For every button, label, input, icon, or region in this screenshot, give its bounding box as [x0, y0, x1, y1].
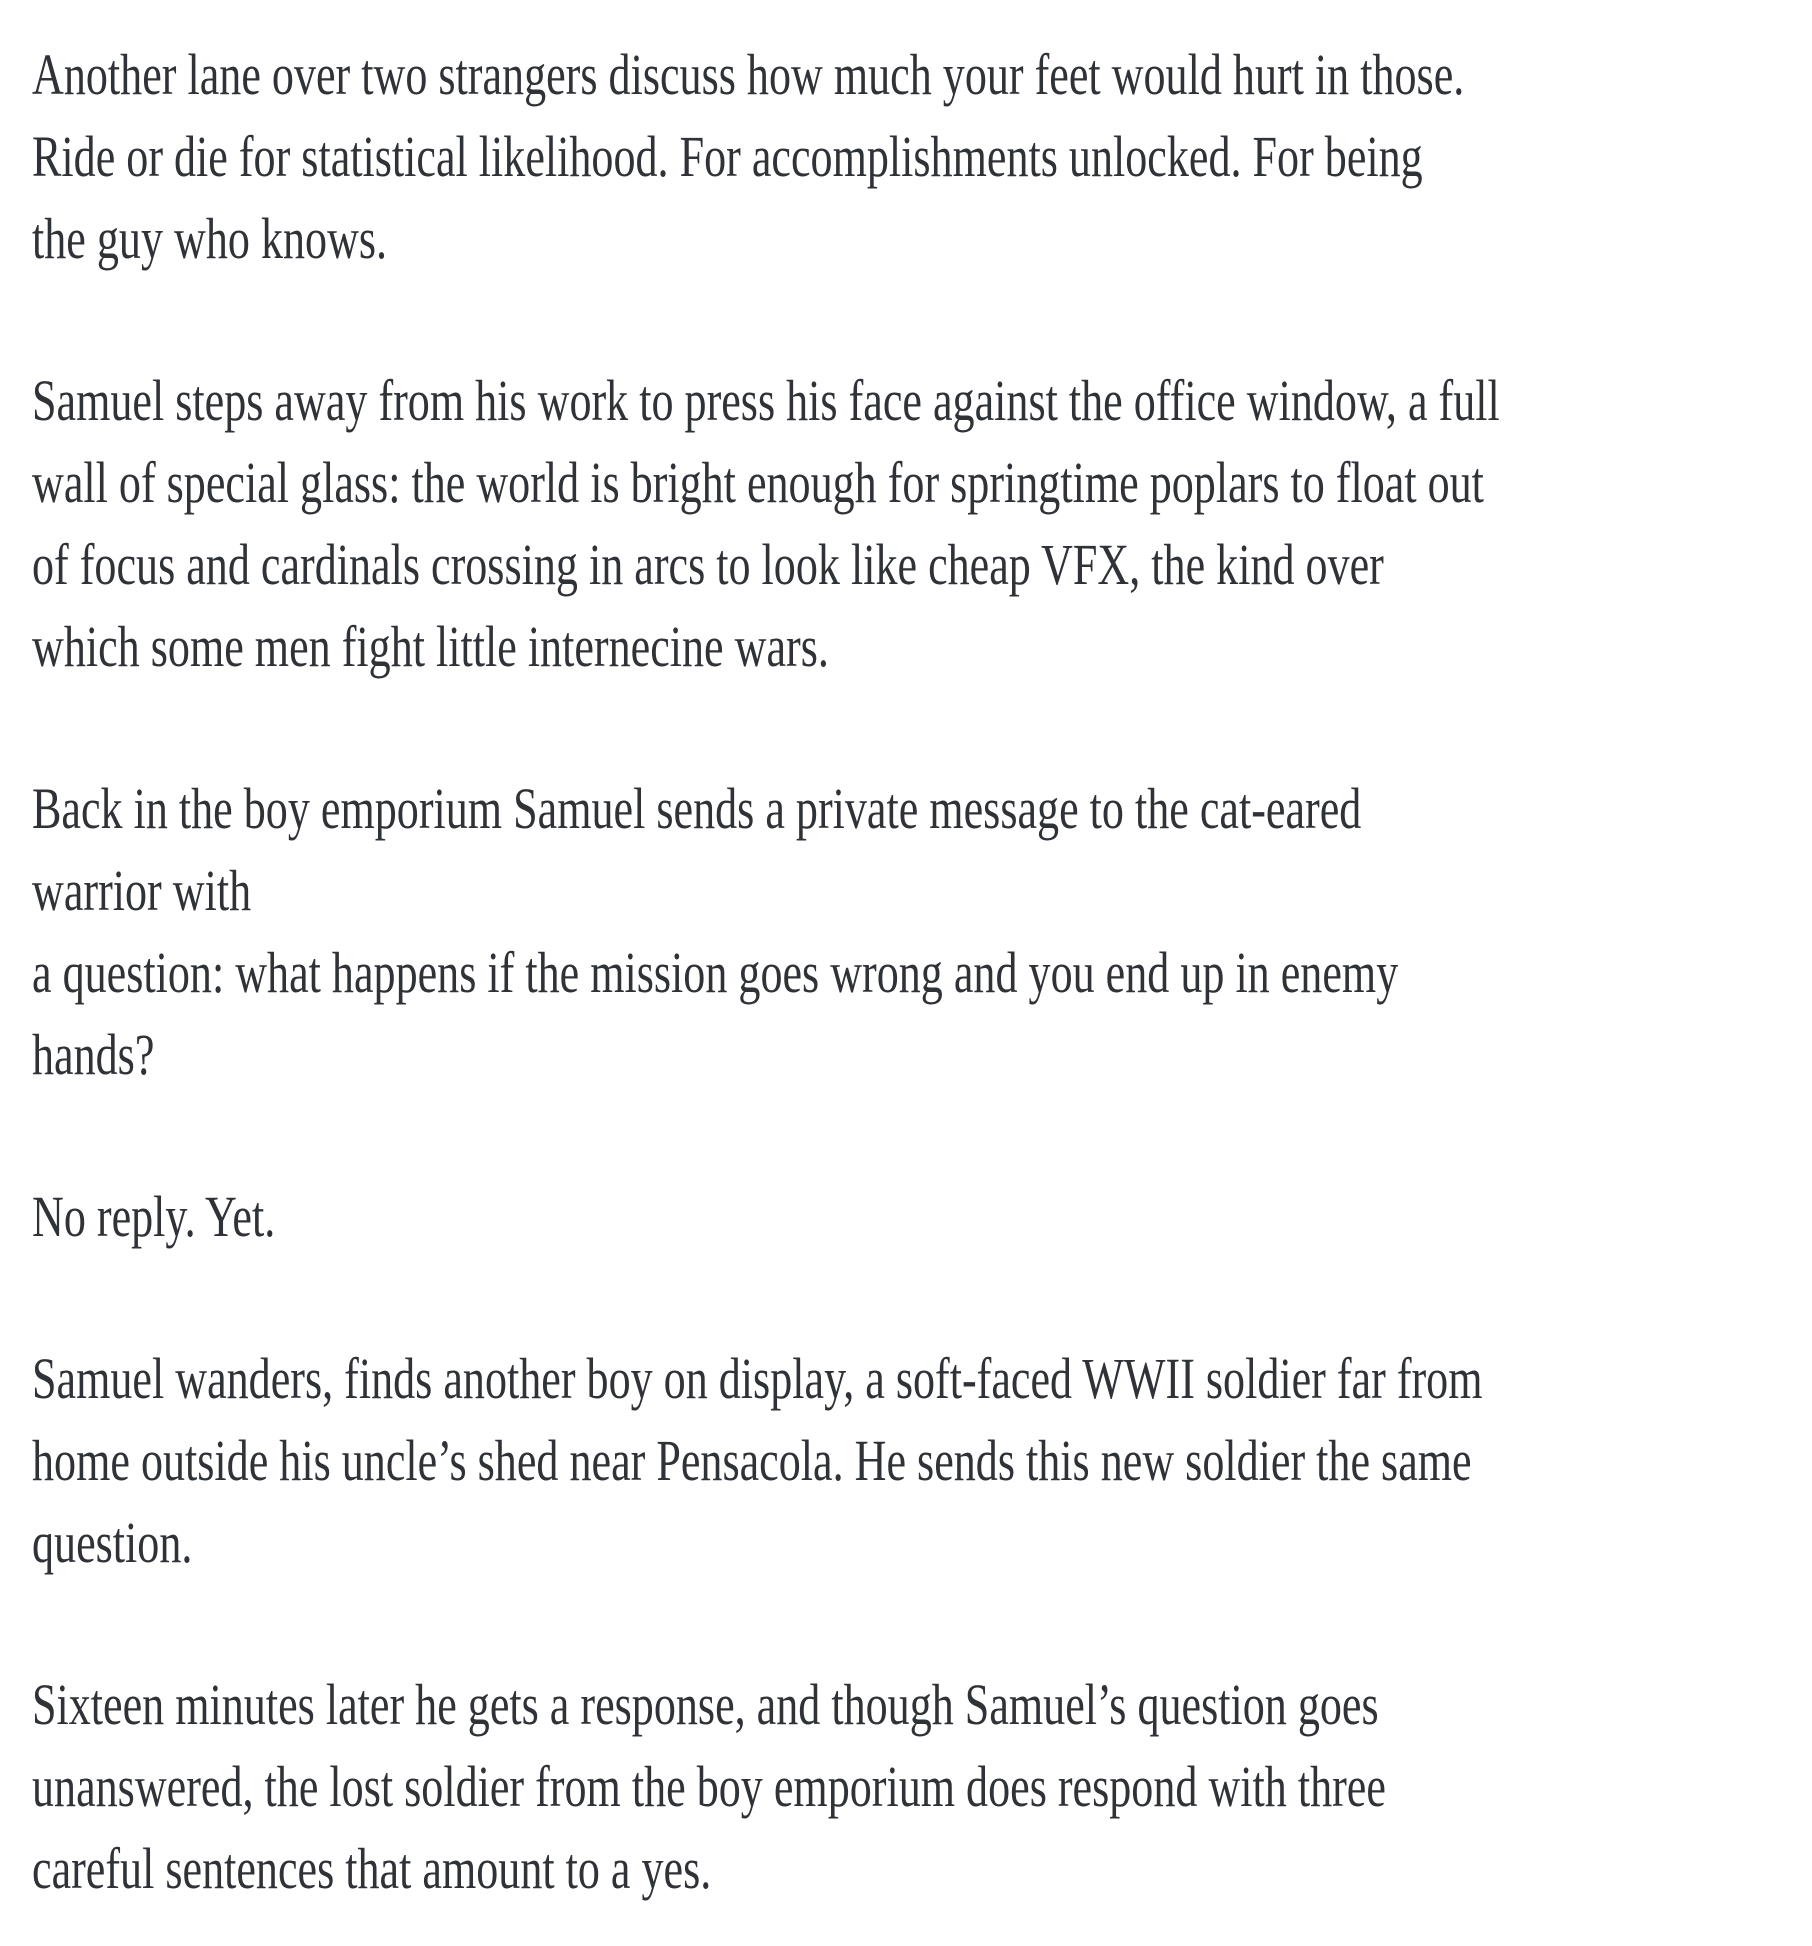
text-line: a question: what happens if the mission goes wrong and you end up in enemy: [32, 940, 1399, 1005]
text-line: of focus and cardinals crossing in arcs to look like cheap VFX, the kind over: [32, 532, 1384, 597]
text-line: careful sentences that amount to a yes.: [32, 1836, 712, 1901]
text-line: Ride or die for statistical likelihood. For accomplishments unlocked. For being: [32, 124, 1423, 189]
text-line: question.: [32, 1510, 193, 1575]
paragraph: [32, 1176, 1782, 1258]
paragraph: [32, 360, 1782, 688]
paragraph: [32, 1664, 1782, 1910]
text-line: No reply. Yet.: [32, 1184, 276, 1249]
text-line: hands?: [32, 1022, 155, 1087]
paragraph: [32, 34, 1782, 280]
text-line: which some men fight little internecine wars.: [32, 614, 829, 679]
text-line: Samuel wanders, finds another boy on display, a soft-faced WWII soldier far from: [32, 1346, 1483, 1411]
text-line: wall of special glass: the world is bright enough for springtime poplars to float out: [32, 450, 1484, 515]
text-line: Sixteen minutes later he gets a response, and though Samuel’s question goes: [32, 1672, 1379, 1737]
text-line: the guy who knows.: [32, 206, 388, 271]
text-line: unanswered, the lost soldier from the boy emporium does respond with three: [32, 1754, 1386, 1819]
paragraph: [32, 1338, 1782, 1584]
text-line: Samuel steps away from his work to press his face against the office window, a full: [32, 368, 1500, 433]
paragraph: [32, 768, 1782, 1096]
text-line: home outside his uncle’s shed near Pensacola. He sends this new soldier the same: [32, 1428, 1472, 1493]
text-line: Back in the boy emporium Samuel sends a private message to the cat-eared: [32, 776, 1362, 841]
text-line: warrior with: [32, 858, 252, 923]
text-line: Another lane over two strangers discuss how much your feet would hurt in those.: [32, 42, 1465, 107]
